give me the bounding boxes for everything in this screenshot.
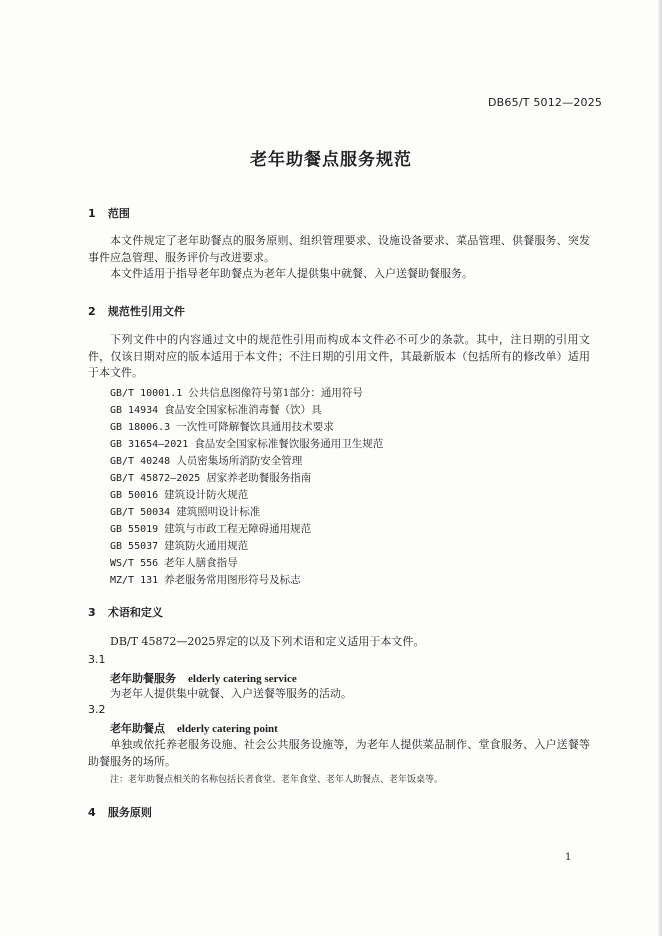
reference-title: 公共信息图像符号第1部分：通用符号 bbox=[188, 387, 363, 399]
scope-paragraph-1: 本文件规定了老年助餐点的服务原则、组织管理要求、设施设备要求、菜品管理、供餐服务、突发事件应急管理、服务评价与改进要求。 bbox=[88, 234, 590, 264]
reference-title: 食品安全国家标准餐饮服务通用卫生规范 bbox=[194, 438, 384, 450]
term-heading bbox=[110, 670, 297, 686]
reference-item bbox=[110, 572, 301, 587]
reference-code: WS/T 556 bbox=[110, 558, 159, 569]
reference-code: GB 55037 bbox=[110, 541, 159, 552]
section-number: 4 bbox=[88, 806, 96, 819]
term-definition: 为老年人提供集中就餐、入户送餐等服务的活动。 bbox=[110, 687, 352, 700]
term-definition: 单独或依托养老服务设施、社会公共服务设施等，为老年人提供菜品制作、堂食服务、入户送餐等助餐服务的场所。 bbox=[88, 738, 590, 768]
terms-intro: DB/T 45872—2025界定的以及下列术语和定义适用于本文件。 bbox=[110, 635, 425, 648]
standard-number: DB65/T 5012—2025 bbox=[488, 96, 603, 109]
reference-code: GB 50016 bbox=[110, 490, 159, 501]
reference-item bbox=[110, 538, 248, 553]
term-chinese: 老年助餐服务 bbox=[110, 672, 176, 685]
reference-title: 居家养老助餐服务指南 bbox=[206, 472, 312, 484]
reference-item bbox=[110, 436, 383, 451]
section-number: 3 bbox=[88, 606, 96, 619]
reference-item bbox=[110, 453, 302, 468]
reference-code: GB 31654—2021 bbox=[110, 439, 189, 450]
section-heading-3 bbox=[88, 604, 163, 620]
reference-title: 建筑照明设计标准 bbox=[176, 506, 261, 518]
page-edge-shadow bbox=[658, 0, 662, 936]
reference-code: MZ/T 131 bbox=[110, 575, 159, 586]
term-number: 3.2 bbox=[88, 703, 106, 716]
term-number: 3.1 bbox=[88, 653, 106, 666]
reference-code: GB/T 40248 bbox=[110, 456, 171, 467]
reference-title: 养老服务常用图形符号及标志 bbox=[164, 574, 301, 586]
term-chinese: 老年助餐点 bbox=[110, 722, 165, 735]
reference-item bbox=[110, 504, 260, 519]
document-title: 老年助餐点服务规范 bbox=[250, 150, 412, 170]
section-number: 2 bbox=[88, 305, 96, 318]
reference-code: GB/T 10001.1 bbox=[110, 388, 183, 399]
term-english: elderly catering service bbox=[188, 673, 297, 685]
scope-paragraph-2: 本文件适用于指导老年助餐点为老年人提供集中就餐、入户送餐助餐服务。 bbox=[110, 267, 473, 280]
section-heading-4 bbox=[88, 804, 152, 820]
references-intro: 下列文件中的内容通过文中的规范性引用而构成本文件必不可少的条款。其中，注日期的引用文件，仅该日期对应的版本适用于本文件；不注日期的引用文件，其最新版本（包括所有的修改单）适用于本文件。 bbox=[88, 333, 590, 379]
term-note: 注：老年助餐点相关的名称包括长者食堂、老年食堂、老年人助餐点、老年饭桌等。 bbox=[110, 775, 444, 785]
reference-code: GB/T 45872—2025 bbox=[110, 473, 201, 484]
term-heading bbox=[110, 720, 278, 736]
reference-item bbox=[110, 419, 334, 434]
section-title: 规范性引用文件 bbox=[107, 305, 185, 318]
reference-item bbox=[110, 555, 238, 570]
reference-code: GB 55019 bbox=[110, 524, 159, 535]
reference-code: GB 14934 bbox=[110, 405, 159, 416]
reference-title: 食品安全国家标准消毒餐（饮）具 bbox=[164, 404, 322, 416]
reference-title: 一次性可降解餐饮具通用技术要求 bbox=[176, 421, 334, 433]
reference-item bbox=[110, 470, 311, 485]
reference-title: 老年人膳食指导 bbox=[164, 557, 238, 569]
reference-item bbox=[110, 487, 248, 502]
section-title: 术语和定义 bbox=[107, 606, 163, 619]
section-number: 1 bbox=[88, 207, 96, 220]
reference-title: 人员密集场所消防安全管理 bbox=[176, 455, 303, 467]
reference-item bbox=[110, 385, 363, 400]
reference-title: 建筑防火通用规范 bbox=[164, 540, 249, 552]
reference-title: 建筑设计防火规范 bbox=[164, 489, 249, 501]
section-heading-2 bbox=[88, 303, 185, 319]
section-heading-1 bbox=[88, 205, 130, 221]
reference-title: 建筑与市政工程无障碍通用规范 bbox=[164, 523, 312, 535]
reference-item bbox=[110, 521, 311, 536]
term-english: elderly catering point bbox=[177, 723, 278, 735]
reference-item bbox=[110, 402, 322, 417]
reference-code: GB/T 50034 bbox=[110, 507, 171, 518]
section-title: 范围 bbox=[107, 207, 130, 220]
reference-code: GB 18006.3 bbox=[110, 422, 171, 433]
page-number: 1 bbox=[565, 852, 572, 863]
section-title: 服务原则 bbox=[107, 806, 152, 819]
